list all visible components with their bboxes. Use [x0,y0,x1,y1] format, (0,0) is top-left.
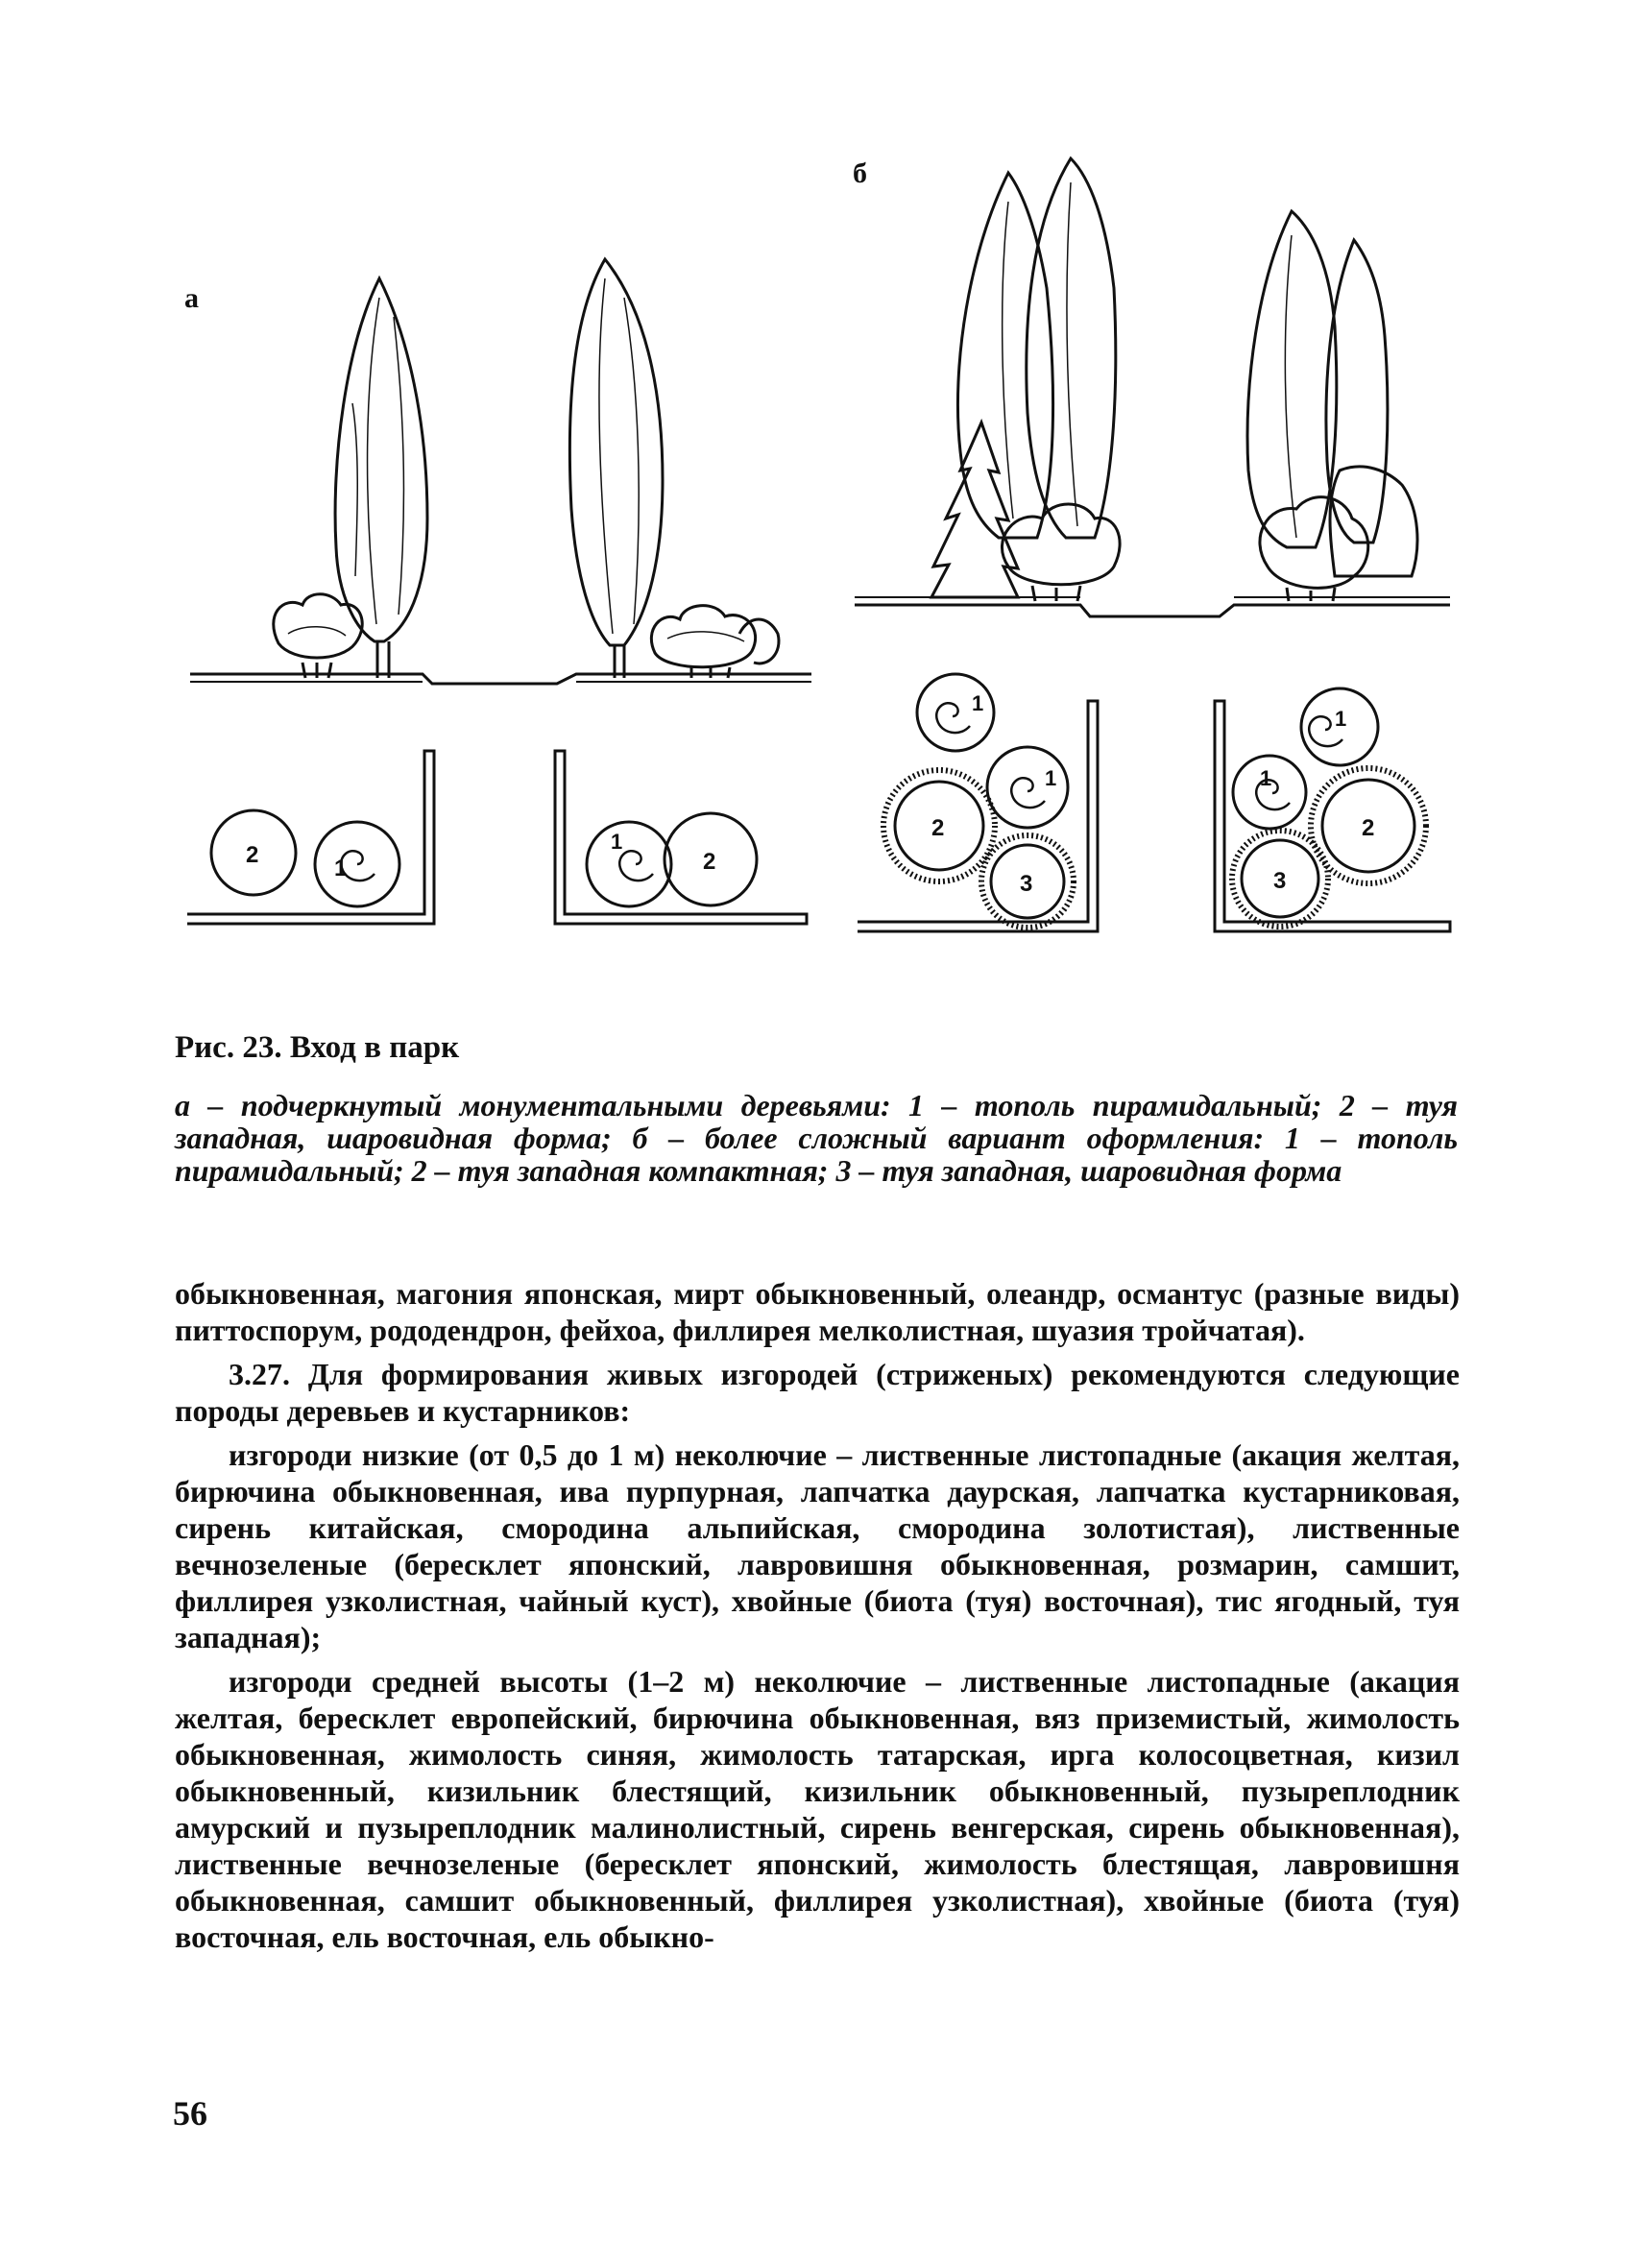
plan-number: 1 [611,830,623,854]
plan-number: 2 [931,815,945,841]
plan-number: 1 [1260,766,1272,790]
shrub-icon [1260,497,1368,601]
figure-caption-title: Рис. 23. Вход в парк [175,1030,460,1065]
shrub-icon [1002,504,1120,601]
plan-number: 2 [703,849,716,875]
elevation-a [190,259,811,684]
plan-number: 1 [972,691,984,715]
label-b: б [853,157,867,189]
plan-number: 2 [1362,815,1375,841]
paragraph: обыкновенная, магония японская, мирт обыкновенный, олеандр, османтус (разные виды) питтоспорум, рододендрон, фейхоа, филлирея мелколистная, шуазия тройчатая). [175,1276,1460,1347]
plan-number: 1 [1335,707,1347,731]
paragraph: изгороди низкие (от 0,5 до 1 м) неколючие – лиственные листопадные (акация желтая, бирючина обыкновенная, ива пурпурная, лапчатка даурская, лапчатка кустарниковая, сирень китайская, смородина альпийская, смородина золотистая), лиственные вечнозеленые (бересклет японский, лавровишня обыкновенная, розмарин, самшит, филлирея узколистная, чайный куст), хвойные (биота (туя) восточная), тис ягодный, туя западная); [175,1437,1460,1654]
poplar-tree-icon [1027,158,1116,538]
paragraph: изгороди средней высоты (1–2 м) неколючие – лиственные листопадные (акация желтая, бересклет европейский, бирючина обыкновенная, вяз приземистый, жимолость обыкновенная, жимолость синяя, жимолость татарская, ирга колосоцветная, кизил обыкновенный, кизильник блестящий, кизильник обыкновенный, пузыреплодник амурский и пузыреплодник малинолистный, сирень венгерская, сирень обыкновенная), лиственные вечнозеленые (бересклет японский, жимолость блестящая, лавровишня обыкновенная, самшит обыкновенный, филлирея узколистная), хвойные (биота (туя) восточная, ель восточная, ель обыкно- [175,1664,1460,1954]
page-number: 56 [173,2094,207,2133]
elevation-b [855,158,1450,616]
label-a: а [184,282,199,314]
plan-b-right [1215,688,1450,931]
plan-a-right [555,751,807,924]
body-text [175,1275,1460,1963]
plan-number: 3 [1020,871,1033,897]
plan-number: 2 [246,842,259,868]
plan-b-left [858,674,1098,931]
shrub-icon [651,606,779,678]
plan-number: 1 [1045,766,1057,790]
poplar-tree-icon [569,259,663,678]
figure-park-entrance [0,0,1644,979]
plan-a-left [187,751,434,924]
figure-caption-text: а – подчеркнутый монументальными деревьями: 1 – тополь пирамидальный; 2 – туя западная, шаровидная форма; б – более сложный вариант оформления: 1 – тополь пирамидальный; 2 – туя западная компактная; 3 – туя западная, шаровидная форма [175,1088,1458,1188]
poplar-tree-icon [335,278,427,678]
thuja-shrub-icon [1330,467,1417,576]
plan-number: 3 [1273,868,1287,894]
paragraph: 3.27. Для формирования живых изгородей (стриженых) рекомендуются следующие породы деревьев и кустарников: [175,1357,1460,1428]
plan-number: 1 [334,856,348,881]
